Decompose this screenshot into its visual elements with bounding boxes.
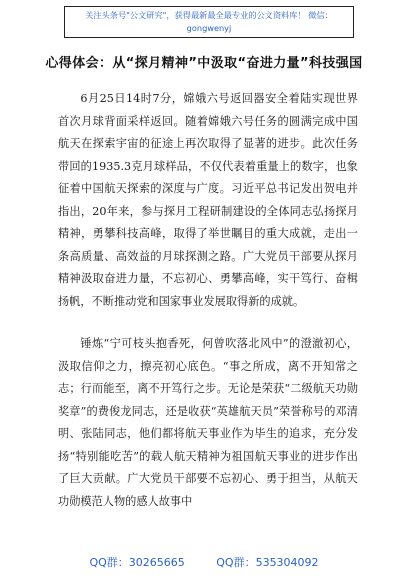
paragraph-2: 锤炼“宁可枝头抱香死，何曾吹落北风中”的澄澈初心，汲取信仰之力，擦亮初心底色。“事之所成，离不开知常之志；行而能至，离不开笃行之步。无论是荣获“二级航天功勋奖章”的费俊龙同志，还是收获“英雄航天员”荣誉称号的邓清明、张陆同志，他们都将航天事业作为毕生的追求，充分发扬“特别能吃苦”的载人航天精神为祖国航天事业的进步作出了巨大贡献。广大党员干部要不忘初心、勇于担当，从航天功勋模范人物的感人故事中 — [58, 337, 358, 508]
document-body — [58, 88, 358, 513]
paragraph-1: 6月25日14时7分，嫦娥六号返回器安全着陆实现世界首次月球背面采样返回。随着嫦娥六号任务的圆满完成中国航天在探索宇宙的征途上再次取得了显著的进步。此次任务带回的1935.3克月球样品，不仅代表着重量上的数字，也象征着中国航天探索的深度与广度。习近平总书记发出贺电并指出，20年来，参与探月工程研制建设的全体同志弘扬探月精神，勇攀科技高峰，取得了举世瞩目的重大成就，走出一条高质量、高效益的月球探测之路。广大党员干部要从探月精神汲取奋进力量，不忘初心、勇攀高峰，实干笃行、奋楫扬帆，不断推动党和国家事业发展取得新的成就。 — [58, 92, 358, 308]
qq-group-1: QQ群：30265665 — [89, 556, 185, 569]
qq-group-2: QQ群：535304092 — [216, 556, 319, 569]
page-footer — [0, 554, 408, 570]
document-title: 心得体会：从“探月精神”中汲取“奋进力量”科技强国 — [45, 56, 363, 71]
promo-banner: 关注头条号"公文研究"，获得最新最全最专业的公文资料库！ 微信：gongwenyj — [64, 6, 354, 38]
